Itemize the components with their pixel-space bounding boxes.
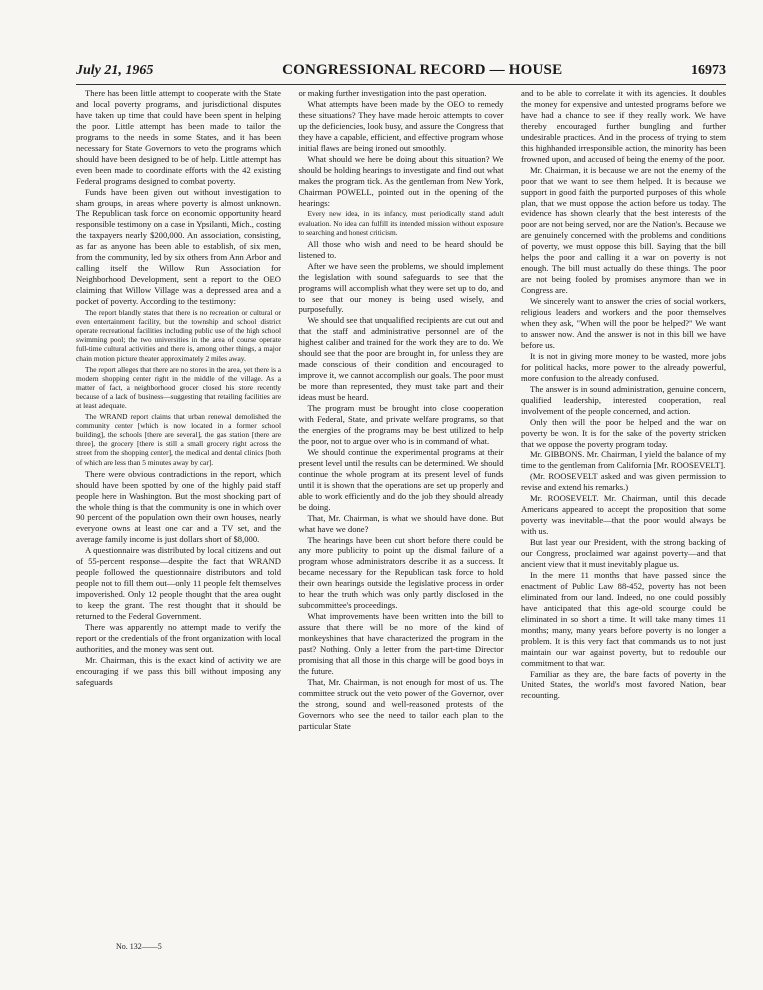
body-paragraph: What attempts have been made by the OEO to remedy these situations? They have made heroic attempts to cover up the deficiencies, look busy, and assure the Congress that they have a capable, efficient, and effective program whose initial flaws are being ironed out smoothly. xyxy=(298,98,504,153)
body-paragraph: and to be able to correlate it with its agencies. It doubles the money for expensive and untested programs before we have had a chance to see if they really work. We have thereby encouraged further bungling and further undesirable practices. And in the process of trying to stem this highhanded irresponsible action, the minority has been frowned upon, and accused of being the enemy of the poor. xyxy=(521,88,726,164)
body-paragraph: We sincerely want to answer the cries of social workers, religious leaders and workers and the poor themselves when they ask, "When will the poor be helped?" We want to answer now. And the answer is not in this bill we have before us. xyxy=(521,296,726,350)
body-paragraph: Mr. ROOSEVELT. Mr. Chairman, until this decade Americans appeared to accept the proposition that some poverty was inevitable—that the poor would always be with us. xyxy=(521,493,726,537)
body-paragraph: Mr. Chairman, it is because we are not the enemy of the poor that we want to see them helped. It is because we support in good faith the purported purposes of this whole plan, that we must oppose the action before us today. The evidence has shown clearly that the best interests of the poor are not being served, nor are the Nation's. Because we are genuinely concerned with the problems and conditions of poverty, we must oppose this bill. Saying that the bill helps the poor and calling it a war on poverty is not enough. The bill must actually do these things. The poor are not being fooled by promises anymore than we in Congress are. xyxy=(521,164,726,296)
quoted-paragraph: The report blandly states that there is no recreation or cultural or even entertainment facility, but the township and school district operate recreational facilities including public use of the high school swimming pool; the two universities in the area of course operate full-time cultural activities and there is, among other things, a major chain motion picture theater approximately 2 miles away. xyxy=(76,308,281,363)
column-1 xyxy=(76,88,281,732)
quoted-paragraph: Every new idea, in its infancy, must periodically stand adult evaluation. No idea can fulfill its intended mission without exposure to searching and honest criticism. xyxy=(298,209,504,237)
body-paragraph: There has been little attempt to cooperate with the State and local poverty programs, and jurisdictional disputes have taken up time that could have been spent in helping the poor. Little attempt has been made to tailor the programs to the needs in some States, and it has been necessary for State Governors to veto the programs which should have been designed to be of help. Little attempt has even been made to coordinate efforts with the 42 existing Federal programs designed to combat poverty. xyxy=(76,88,281,186)
body-paragraph: Familiar as they are, the bare facts of poverty in the United States, the world's most favored Nation, bear recounting. xyxy=(521,668,726,701)
body-paragraph: That, Mr. Chairman, is what we should have done. But what have we done? xyxy=(298,512,504,534)
column-2 xyxy=(299,88,504,732)
body-paragraph: But last year our President, with the strong backing of our Congress, proclaimed war against poverty—and that ancient view that it must inevitably plague us. xyxy=(521,537,726,569)
body-paragraph: There were obvious contradictions in the report, which should have been spotted by one of the highly paid staff people here in Washington. But the most shocking part of the whole thing is that the community is one in which over 90 percent of the population own their own houses, nearly everyone owns at least one car and a TV set, and the average family income is just dollars short of $8,000. xyxy=(76,468,281,545)
body-paragraph: There was apparently no attempt made to verify the report or the credentials of the front organization with local authorities, and the money was sent out. xyxy=(76,622,281,654)
body-paragraph: All those who wish and need to be heard should be listened to. xyxy=(298,238,504,260)
body-paragraph: Only then will the poor be helped and the war on poverty be won. It is for the sake of the poverty stricken that we oppose the poverty program today. xyxy=(521,416,726,449)
body-paragraph: It is not in giving more money to be wasted, more jobs for political hacks, more power to the already powerful, more confusion to the already confused. xyxy=(521,350,726,383)
column-3 xyxy=(521,88,726,732)
text-columns xyxy=(76,88,726,732)
body-paragraph: The hearings have been cut short before there could be any more publicity to point up the dismal failure of a program whose administrators describe it as a success. It became necessary for the Republican task force to hold their own hearings outside the legislative process in order to hear the truth which was only partly disclosed in the subcommittee's proceedings. xyxy=(298,534,504,611)
body-paragraph: In the mere 11 months that have passed since the enactment of Public Law 88-452, poverty has not been eliminated from our land. Indeed, no one could possibly have anticipated that this age-old scourge could be eliminated in so short a time. It will take many times 11 months; many, many years before poverty is no longer a problem. It is this very fact that commands us to not just maintain our war against poverty, but to redouble our commitment to that war. xyxy=(521,569,726,668)
page-number: 16973 xyxy=(690,63,726,78)
body-paragraph: We should continue the experimental programs at their present level until the results can be determined. We should continue the whole program at its present level of funds until it is shown that the operations are set up properly and able to work efficiently and do the job they should already be doing. xyxy=(298,446,504,512)
body-paragraph: The program must be brought into close cooperation with Federal, State, and private welfare programs, so that the energies of the programs may be best utilized to help the poor, not to argue over who is in command of what. xyxy=(298,403,504,446)
body-paragraph: We should see that unqualified recipients are cut out and that the staff and administrative personnel are of the highest caliber and trained for the work they are to do. We should see that the poor are brought in, for unless they are made conscious of their condition and encouraged to improve it, we cannot accomplish our goals. The poor must be more than represented, they must take part and their ideas must be heard. xyxy=(298,315,504,403)
page-header xyxy=(76,62,726,85)
issue-number-footer: No. 132——5 xyxy=(116,942,162,951)
body-paragraph: Mr. GIBBONS. Mr. Chairman, I yield the balance of my time to the gentleman from California [Mr. ROOSEVELT]. xyxy=(521,449,726,471)
body-paragraph: (Mr. ROOSEVELT asked and was given permission to revise and extend his remarks.) xyxy=(521,471,726,493)
body-paragraph: Funds have been given out without investigation to sham groups, in areas where poverty is almost unknown. The Republican task force on economic opportunity heard responsible testimony on a case in Ypsilanti, Mich., costing the taxpayers nearly $200,000. An association, consisting, as far as anyone has been able to establish, of six men, from the community, led by six others from Ann Arbor and calling itself the Willow Run Association for Neighborhood Development, sent a report to the OEO claiming that Willow Village was a depressed area and a pocket of poverty. According to the testimony: xyxy=(76,186,281,307)
body-paragraph: That, Mr. Chairman, is not enough for most of us. The committee struck out the veto power of the Governor, over the strong, sound and well-reasoned protests of the Governors who see the need to tailor each plan to the particular State xyxy=(298,676,504,731)
body-paragraph: The answer is in sound administration, genuine concern, qualified leadership, interested cooperation, real involvement of the people concerned, and action. xyxy=(521,383,726,416)
body-paragraph: Mr. Chairman, this is the exact kind of activity we are encouraging if we pass this bill without imposing any safeguards xyxy=(76,654,281,687)
body-paragraph: A questionnaire was distributed by local citizens and out of 55-percent response—despite the fact that WRAND people followed the questionnaire distributors and told people not to fill them out—only 11 people felt themselves impoverished. Only 12 people thought that the area ought to keep the grant. The rest thought that it should be returned to the Federal Government. xyxy=(76,545,281,622)
body-paragraph: What improvements have been written into the bill to assure that there will be no more of the kind of monkeyshines that have characterized the program in the past? Nothing. Only a letter from the part-time Director promising that all those in this charge will be good boys in the future. xyxy=(298,611,504,676)
publication-title: CONGRESSIONAL RECORD — HOUSE xyxy=(282,62,563,78)
body-paragraph: After we have seen the problems, we should implement the legislation with sound safeguards to see that the programs will accomplish what they were set up to do, and to see that our money is being used wisely, and purposefully. xyxy=(298,260,504,315)
body-paragraph: What should we here be doing about this situation? We should be holding hearings to investigate and find out what makes the program tick. As the gentleman from New York, Chairman POWELL, pointed out in the opening of the hearings: xyxy=(298,153,504,208)
body-paragraph: or making further investigation into the past operation. xyxy=(298,88,487,98)
issue-date: July 21, 1965 xyxy=(76,63,154,78)
quoted-paragraph: The report alleges that there are no stores in the area, yet there is a modern shopping center right in the middle of the village. As a matter of fact, a neighborhood grocer closed his store recently because of a lack of business—suggesting that retailing facilities are at least adequate. xyxy=(76,364,281,410)
quoted-paragraph: The WRAND report claims that urban renewal demolished the community center [which is now located in a former school building], the schools [there are several], the gas station [there are three], the grocery [there is still a small grocery right across the street from the shopping center], the medical and dental clinics [both of which are less than 5 minutes away by car]. xyxy=(76,412,281,467)
